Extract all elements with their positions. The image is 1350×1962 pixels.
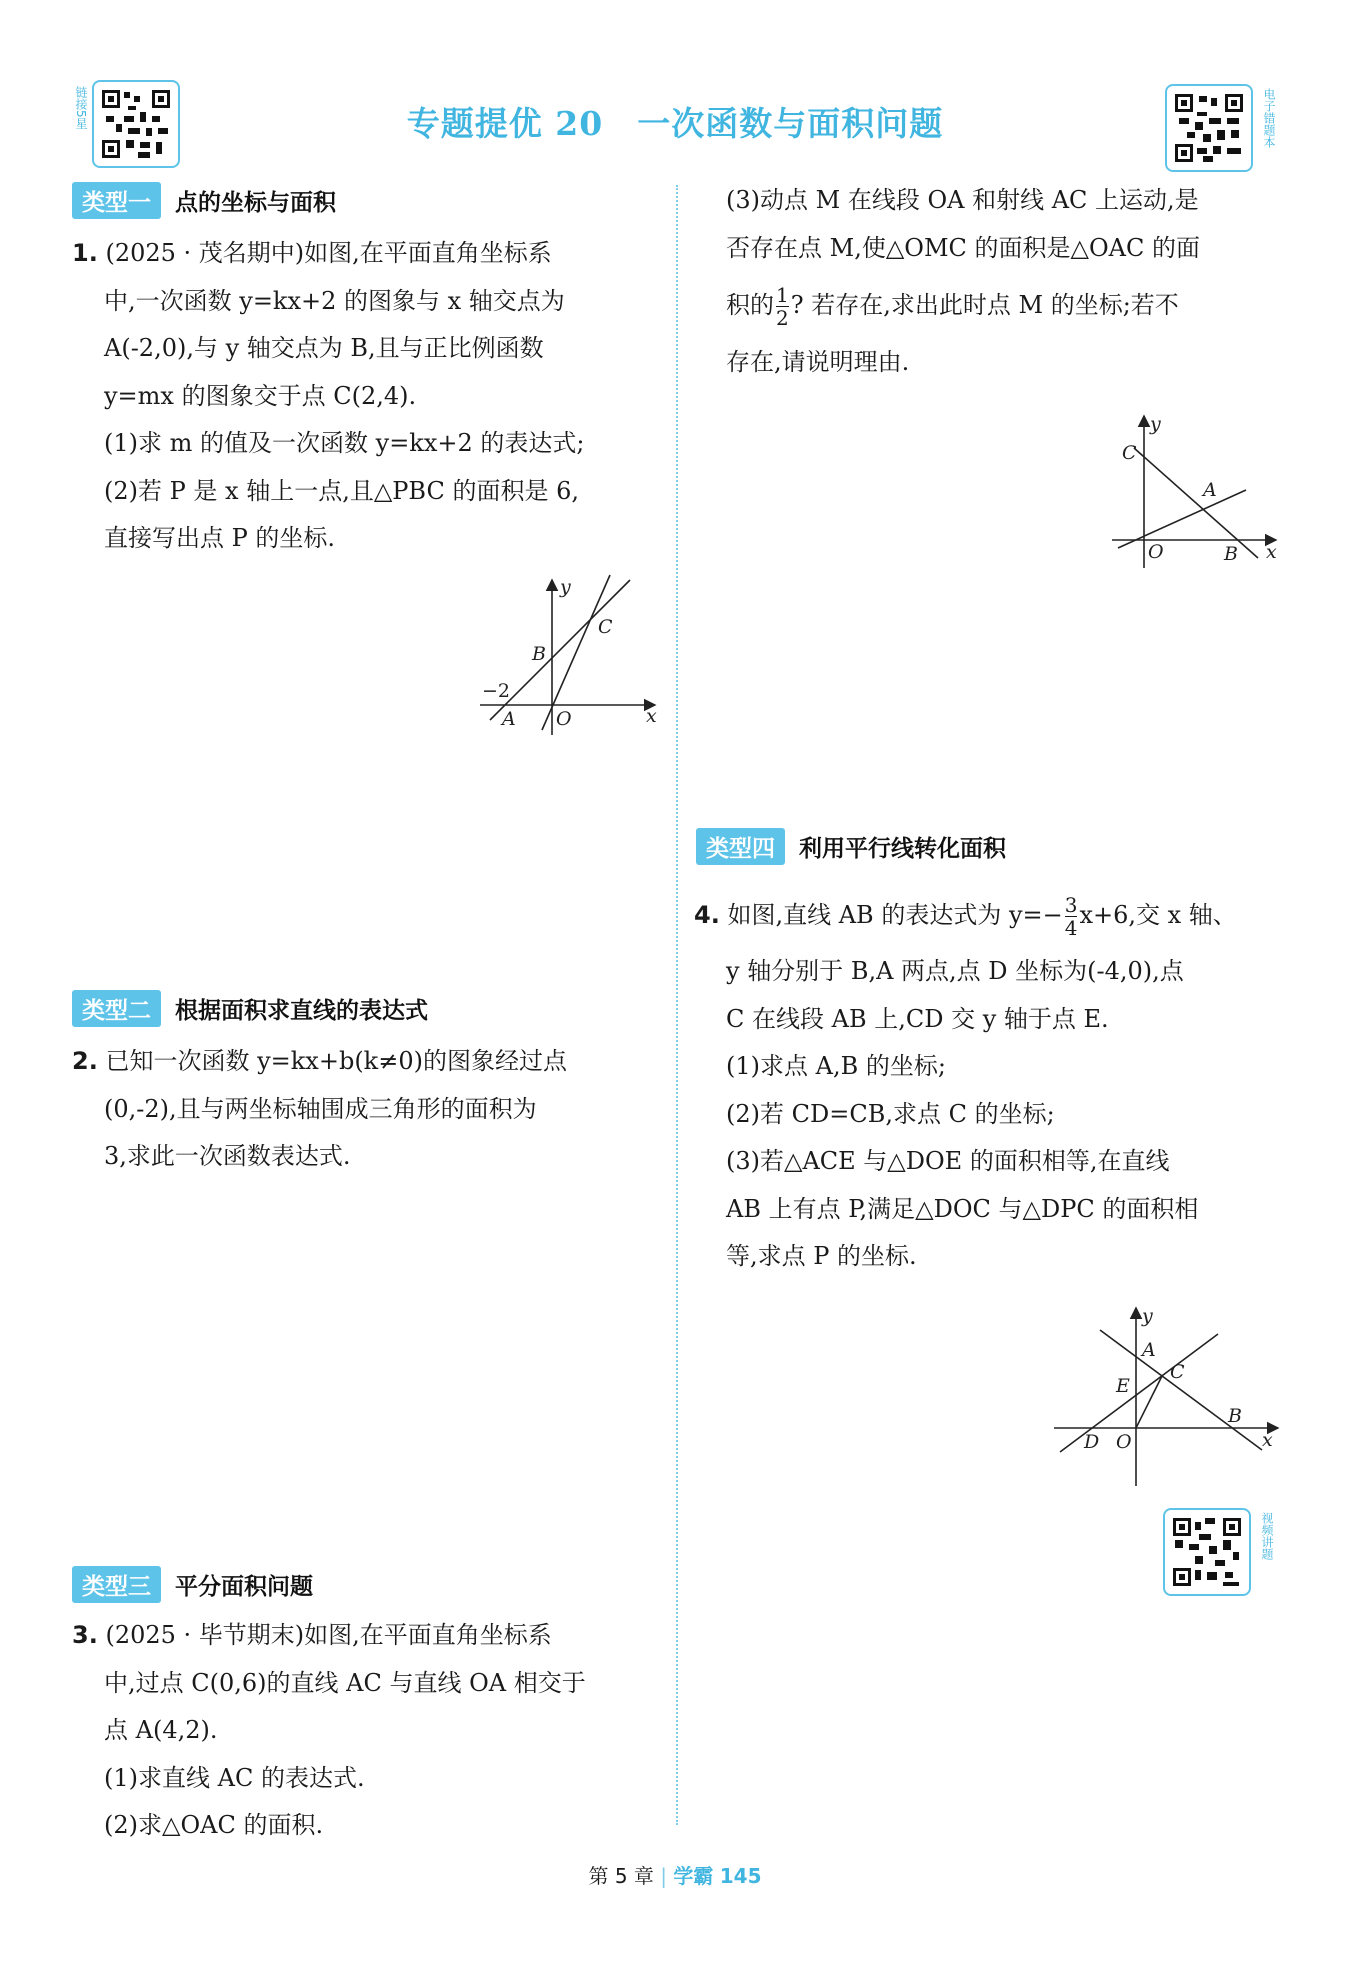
fig-label: −2 bbox=[482, 680, 511, 702]
section-type1 bbox=[72, 182, 336, 219]
text-line: A(-2,0),与 y 轴交点为 B,且与正比例函数 bbox=[104, 334, 544, 362]
text-line: C 在线段 AB 上,CD 交 y 轴于点 E. bbox=[726, 1004, 1109, 1033]
fig-label: O bbox=[556, 708, 572, 730]
question-2 bbox=[72, 1038, 567, 1181]
page-footer: 第 5 章 | 学霸 145 bbox=[588, 1864, 762, 1888]
text-line: (3)动点 M 在线段 OA 和射线 AC 上运动,是 bbox=[726, 186, 1199, 214]
fig-label: E bbox=[1116, 1375, 1130, 1397]
fig-label: y bbox=[1142, 1305, 1153, 1327]
section-badge: 类型一 bbox=[72, 182, 161, 219]
text-line: y=mx 的图象交于点 C(2,4). bbox=[104, 381, 417, 410]
section-title: 点的坐标与面积 bbox=[175, 190, 336, 216]
fig-label: B bbox=[532, 643, 546, 665]
page-number: 145 bbox=[719, 1864, 762, 1888]
figure-q1 bbox=[470, 565, 670, 745]
fraction bbox=[1065, 894, 1078, 939]
fraction-numerator: 1 bbox=[776, 283, 789, 307]
column-divider bbox=[676, 185, 678, 1825]
text-line: 直接写出点 P 的坐标. bbox=[104, 524, 336, 552]
qr-right-label: 电子错题本 bbox=[1262, 88, 1276, 148]
text-line: 中,一次函数 y=kx+2 的图象与 x 轴交点为 bbox=[104, 286, 565, 315]
fig-label: C bbox=[1122, 442, 1137, 464]
text-span: ? 若存在,求出此时点 M 的坐标;若不 bbox=[790, 291, 1179, 319]
text-span: 积的 bbox=[726, 291, 774, 319]
text-line: y 轴分别于 B,A 两点,点 D 坐标为(-4,0),点 bbox=[726, 957, 1184, 985]
fig-label: A bbox=[1142, 1339, 1156, 1361]
text-line: (2)若 P 是 x 轴上一点,且△PBC 的面积是 6, bbox=[104, 476, 580, 505]
fig-label: B bbox=[1224, 543, 1238, 565]
figure-q3 bbox=[1108, 408, 1283, 573]
text-line: 已知一次函数 y=kx+b(k≠0)的图象经过点 bbox=[105, 1047, 567, 1075]
fig-label: O bbox=[1148, 541, 1164, 563]
chapter-label: 第 5 章 bbox=[588, 1864, 654, 1888]
text-line: 等,求点 P 的坐标. bbox=[726, 1242, 917, 1270]
fig-label: C bbox=[598, 616, 613, 638]
section-type2 bbox=[72, 990, 428, 1027]
question-number: 3. bbox=[72, 1621, 98, 1649]
fig-label: O bbox=[1116, 1431, 1132, 1453]
question-number: 2. bbox=[72, 1047, 98, 1075]
section-title: 平分面积问题 bbox=[175, 1574, 313, 1600]
question-4 bbox=[694, 882, 1237, 1281]
text-line: (3)若△ACE 与△DOE 的面积相等,在直线 bbox=[726, 1147, 1170, 1175]
text-span: x+6,交 x 轴、 bbox=[1079, 901, 1237, 929]
section-badge: 类型二 bbox=[72, 990, 161, 1027]
text-line: (2)若 CD=CB,求点 C 的坐标; bbox=[726, 1099, 1055, 1128]
figure-q4 bbox=[1050, 1300, 1290, 1490]
text-line: (0,-2),且与两坐标轴围成三角形的面积为 bbox=[104, 1094, 537, 1123]
question-3 bbox=[72, 1612, 586, 1850]
fraction-numerator: 3 bbox=[1064, 893, 1078, 917]
fraction-denominator: 4 bbox=[1064, 916, 1078, 940]
fig-label: A bbox=[502, 708, 516, 730]
fig-label: x bbox=[1262, 1429, 1273, 1451]
text-line: (2)求△OAC 的面积. bbox=[104, 1811, 324, 1839]
text-line: 否存在点 M,使△OMC 的面积是△OAC 的面 bbox=[726, 234, 1200, 262]
fig-label: B bbox=[1228, 1405, 1242, 1427]
qr-left-label: 链接5星 bbox=[74, 86, 88, 130]
text-line-with-fraction bbox=[726, 272, 1200, 338]
section-type4 bbox=[696, 828, 1006, 865]
section-title: 根据面积求直线的表达式 bbox=[175, 998, 428, 1024]
fig-label: x bbox=[646, 705, 657, 727]
text-line: AB 上有点 P,满足△DOC 与△DPC 的面积相 bbox=[726, 1194, 1199, 1223]
question-number: 4. bbox=[694, 901, 720, 929]
question-number: 1. bbox=[72, 239, 98, 267]
text-line: (1)求直线 AC 的表达式. bbox=[104, 1763, 365, 1792]
text-line: (1)求 m 的值及一次函数 y=kx+2 的表达式; bbox=[104, 429, 585, 457]
section-badge: 类型四 bbox=[696, 828, 785, 865]
qr-bottom-label: 视频讲题 bbox=[1260, 1512, 1274, 1560]
qr-bottom-icon bbox=[1165, 1510, 1249, 1594]
fraction-denominator: 2 bbox=[776, 306, 789, 330]
fig-label: x bbox=[1266, 541, 1277, 563]
text-line: (2025 · 茂名期中)如图,在平面直角坐标系 bbox=[105, 239, 552, 267]
text-line: 点 A(4,2). bbox=[104, 1716, 218, 1744]
fig-label: y bbox=[560, 576, 571, 598]
page-title: 专题提优 20 一次函数与面积问题 bbox=[406, 104, 944, 143]
fig-label: C bbox=[1170, 1361, 1185, 1383]
text-line: 3,求此一次函数表达式. bbox=[104, 1142, 351, 1170]
fig-label: D bbox=[1084, 1431, 1100, 1453]
question-1 bbox=[72, 230, 584, 563]
text-line: 存在,请说明理由. bbox=[726, 348, 910, 376]
fraction bbox=[776, 284, 789, 329]
brand-label: 学霸 bbox=[673, 1864, 714, 1888]
text-line: (2025 · 毕节期末)如图,在平面直角坐标系 bbox=[105, 1621, 552, 1649]
text-line: 中,过点 C(0,6)的直线 AC 与直线 OA 相交于 bbox=[104, 1668, 586, 1697]
fig-label: A bbox=[1203, 479, 1217, 501]
section-badge: 类型三 bbox=[72, 1566, 161, 1603]
qr-code-bottom[interactable] bbox=[1163, 1508, 1251, 1596]
fig-label: y bbox=[1150, 413, 1161, 435]
text-line: (1)求点 A,B 的坐标; bbox=[726, 1052, 946, 1080]
section-type3 bbox=[72, 1566, 313, 1603]
section-title: 利用平行线转化面积 bbox=[799, 836, 1006, 862]
text-span: 如图,直线 AB 的表达式为 y=− bbox=[727, 901, 1063, 929]
question-3-continued bbox=[726, 176, 1200, 386]
